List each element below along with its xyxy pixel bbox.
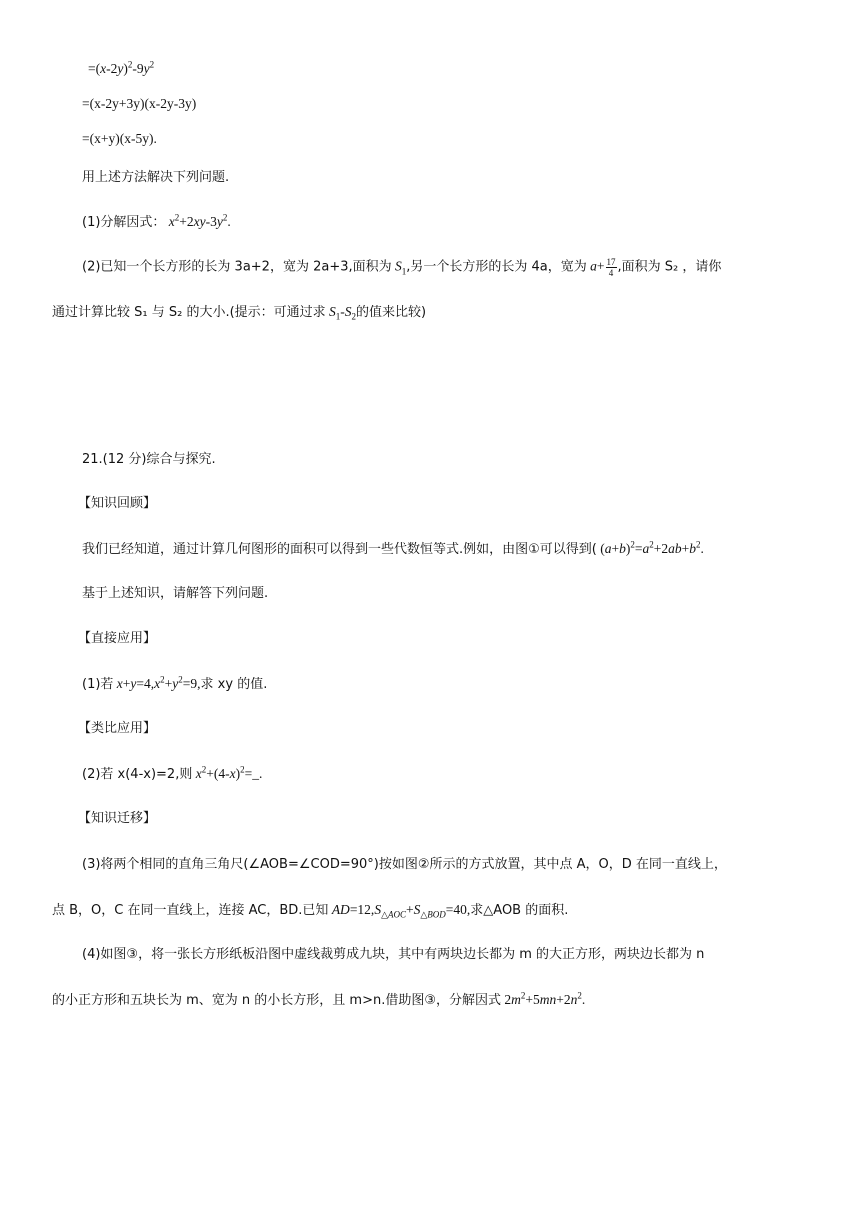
q21-part2: (2)若 x(4-x)=2,则 $x^2+(4-x)^2=\_$.: [82, 764, 263, 782]
solution-step-2: =(x-2y+3y)(x-2y-3y): [82, 96, 197, 111]
heading-knowledge-transfer: 【知识迁移】: [78, 811, 157, 826]
q21-title: 21.(12 分)综合与探究.: [82, 452, 216, 467]
q21-part3-line1: (3)将两个相同的直角三角尺(∠AOB=∠COD=90°)按如图②所示的方式放置，其中点 A，O，D 在同一直线上，: [82, 857, 727, 872]
heading-knowledge-review: 【知识回顾】: [78, 496, 157, 511]
heading-direct-application: 【直接应用】: [78, 631, 157, 646]
fraction-17-4: $\frac{17}{4}$: [606, 257, 616, 278]
solution-step-1: $=(x-2y)^2-9y^2$: [88, 59, 155, 76]
q21-part3-line2: 点 B，O，C 在同一直线上，连接 AC，BD.已知 $AD=12,S_{\triangle AOC}+S_{\triangle BOD}=40$,求△AOB 的面积.: [52, 902, 569, 920]
q21-part4-line1: (4)如图③，将一张长方形纸板沿图中虚线裁剪成九块，其中有两块边长都为 m 的大正方形，两块边长都为 n: [82, 947, 705, 962]
q21-review-followup: 基于上述知识，请解答下列问题.: [82, 586, 269, 601]
heading-analogy-application: 【类比应用】: [78, 721, 157, 736]
q21-part1: (1)若 $x+y=4,x^2+y^2=9$,求 xy 的值.: [82, 674, 268, 692]
q20-part2-line2: 通过计算比较 S₁ 与 S₂ 的大小.(提示：可通过求 $S_1-S_2$的值来比较): [52, 304, 427, 322]
q20-instruction: 用上述方法解决下列问题.: [82, 170, 230, 185]
q20-part2-line1: (2)已知一个长方形的长为 3a+2，宽为 2a+3,面积为 $S_1$,另一个长方形的长为 4a，宽为 a+ $\frac{17}{4}$ ,面积为 S₂ ，请你: [82, 257, 722, 278]
q21-part4-line2: 的小正方形和五块长为 m、宽为 n 的小长方形，且 m>n.借助图③，分解因式 $2m^2+5mn+2n^2$.: [52, 990, 586, 1008]
q20-part1: (1)分解因式： $x^2+2xy-3y^2$.: [82, 212, 231, 230]
q21-review-text: 我们已经知道，通过计算几何图形的面积可以得到一些代数恒等式.例如，由图①可以得到( $(a+b)^2=a^2+2ab+b^2$.: [82, 539, 704, 557]
solution-step-3: =(x+y)(x-5y).: [82, 131, 157, 146]
